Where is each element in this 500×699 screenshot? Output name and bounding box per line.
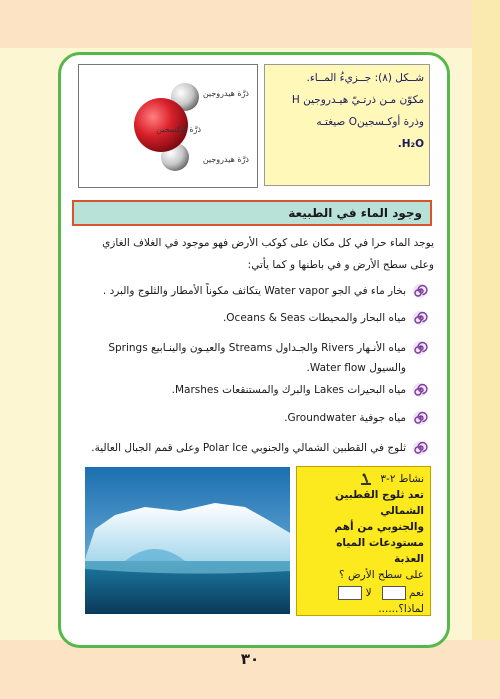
- list-item: مياه جوفية Groundwater.: [284, 412, 406, 424]
- list-item: ثلوج في القطبين الشمالي والجنوبي Polar Ice وعلى قمم الجبال العالية.: [91, 442, 406, 454]
- intro-line-1: يوجد الماء حرا في كل مكان على كوكب الأرض فهو موجود في الغلاف الغازي: [102, 237, 434, 249]
- top-decorative-band: [0, 0, 500, 48]
- activity-title-text: نشاط ٢-٣: [380, 473, 424, 485]
- list-item: بخار ماء في الجو Water vapor يتكاثف مكوناً الأمطار والثلوج والبرد .: [102, 285, 406, 297]
- activity-title: [303, 471, 424, 487]
- activity-line-3: مستودعات المياه العذبة: [336, 537, 424, 565]
- spiral-bullet-icon: [412, 382, 428, 398]
- water-molecule-figure: [78, 64, 258, 188]
- spiral-bullet-icon: [412, 310, 428, 326]
- spiral-bullet-icon: [412, 283, 428, 299]
- spiral-bullet-icon: [412, 340, 428, 356]
- yes-label: نعم: [409, 587, 424, 599]
- yes-checkbox[interactable]: [382, 586, 406, 600]
- caption-line-4: H₂O.: [397, 138, 424, 150]
- hydrogen-bottom-label: ذرَّة هيدروجين: [202, 155, 249, 164]
- spiral-bullet-icon: [412, 410, 428, 426]
- caption-line-3: وذرة أوكـسجينO صيغتـه: [316, 116, 424, 128]
- iceberg-illustration: [85, 467, 290, 614]
- activity-why: لماذا؟......: [378, 603, 424, 615]
- hydrogen-top-label: ذرَّة هيدروجين: [202, 89, 249, 98]
- bottom-decorative-band: [0, 640, 500, 699]
- activity-box: [296, 466, 431, 616]
- no-label: لا: [365, 587, 372, 599]
- intro-line-2: وعلى سطح الأرض و في باطنها و كما يأتي:: [247, 259, 434, 271]
- figure-caption: [264, 64, 430, 186]
- microscope-icon: [359, 473, 373, 485]
- intro-paragraph: [74, 232, 434, 276]
- no-checkbox[interactable]: [338, 586, 362, 600]
- caption-line-2: مكوّن مـن ذرتـيّ هيـدروجين H: [291, 94, 424, 106]
- caption-line-1: شــكل (٨): جــزيءُ المــاء.: [306, 72, 424, 84]
- list-item: مياه الأنـهار Rivers والجـداول Streams والعيـون والينـابيع Springs: [108, 342, 406, 354]
- activity-line-4: على سطح الأرض ؟: [339, 569, 424, 581]
- activity-line-2: والجنوبي من أهم: [334, 521, 424, 533]
- activity-answer-row: [303, 585, 424, 601]
- oxygen-label: ذرَّة أوكسجين: [156, 125, 201, 134]
- side-decorative-band: [472, 0, 500, 699]
- iceberg-photo: [84, 466, 291, 615]
- page-number: ٣٠: [240, 650, 260, 668]
- list-item: مياه البحار والمحيطات Oceans & Seas.: [222, 312, 406, 324]
- list-item: مياه البحيرات Lakes والبرك والمستنقعات Marshes.: [171, 384, 406, 396]
- activity-line-1: تعد ثلوج القطبين الشمالي: [335, 489, 424, 517]
- section-title: وجود الماء في الطبيعة: [72, 200, 432, 226]
- spiral-bullet-icon: [412, 440, 428, 456]
- list-item: والسيول Water flow.: [306, 362, 406, 374]
